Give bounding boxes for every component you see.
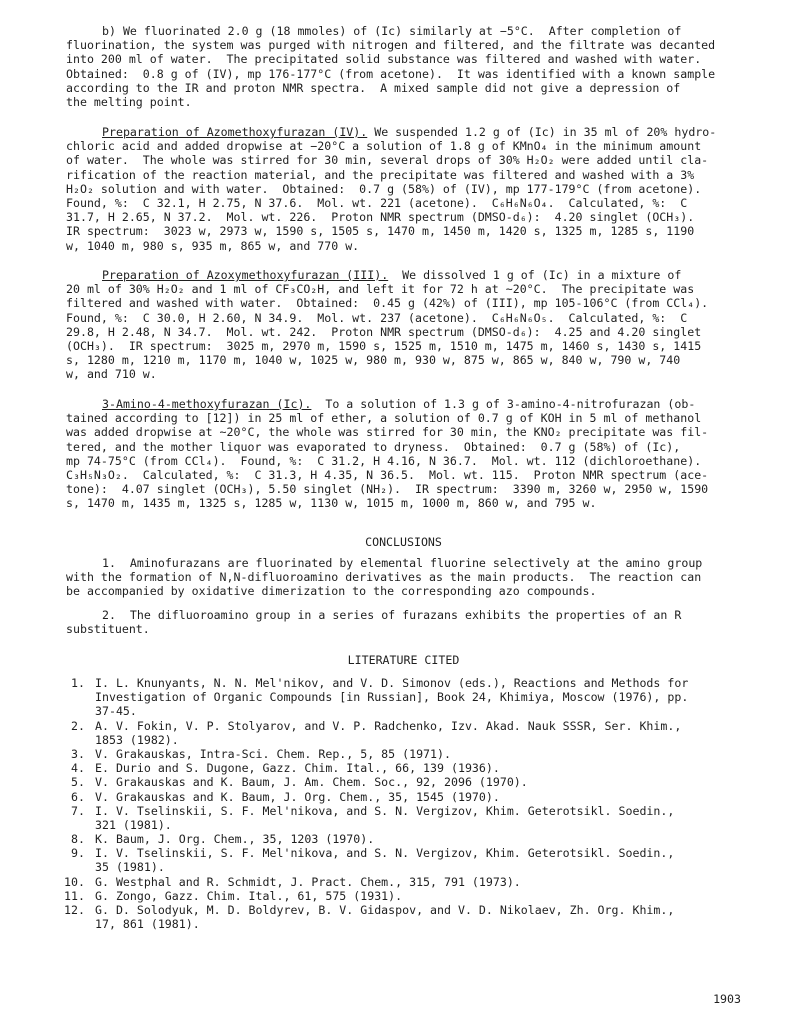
experimental-paragraph-azoxymethoxyfurazan [66, 268, 734, 382]
paragraph-line: chloric acid and added dropwise at −20°C a solution of 1.8 g of KMnO₄ in the minimum amount [66, 139, 702, 154]
reference-line: I. V. Tselinskii, S. F. Mel'nikova, and S. N. Vergizov, Khim. Geterotsikl. Soedin., [95, 803, 675, 818]
paragraph-line: filtered and washed with water. Obtained: 0.45 g (42%) of (III), mp 105-106°C (from CCl₄). [66, 296, 709, 311]
reference-line: A. V. Fokin, V. P. Stolyarov, and V. P. Radchenko, Izv. Akad. Nauk SSSR, Ser. Khim., [95, 718, 682, 733]
section-title: 3-Amino-4-methoxyfurazan (Ic). [102, 397, 312, 411]
paragraph-text: We suspended 1.2 g of (Ic) in 35 ml of 20% hydro- [367, 125, 717, 139]
paragraph-text: We dissolved 1 g of (Ic) in a mixture of [388, 268, 682, 282]
paragraph-line: Found, %: C 30.0, H 2.60, N 34.9. Mol. wt. 237 (acetone). C₆H₆N₆O₅. Calculated, %: C [66, 310, 688, 325]
reference-text [95, 775, 745, 789]
reference-text [95, 747, 745, 761]
reference-item [55, 676, 745, 719]
paragraph-line: the melting point. [66, 94, 192, 109]
conclusion-line: substituent. [66, 622, 150, 637]
reference-item [55, 903, 745, 931]
paragraph-line: 31.7, H 2.65, N 37.2. Mol. wt. 226. Proton NMR spectrum (DMSO-d₆): 4.20 singlet (OCH₃). [66, 210, 695, 225]
paragraph-line: of water. The whole was stirred for 30 min, several drops of 30% H₂O₂ were added until cla- [66, 153, 709, 168]
paragraph-line: C₃H₅N₃O₂. Calculated, %: C 31.3, H 4.35, N 36.5. Mol. wt. 115. Proton NMR spectrum (ace- [66, 467, 709, 482]
reference-line: G. Westphal and R. Schmidt, J. Pract. Chem., 315, 791 (1973). [95, 874, 521, 889]
reference-line: 37-45. [95, 704, 137, 719]
reference-line: 17, 861 (1981). [95, 917, 200, 932]
experimental-paragraph-amino-methoxyfurazan [66, 397, 734, 511]
paragraph-line: rification of the reaction material, and the precipitate was filtered and washed with a 3% [66, 167, 695, 182]
conclusion-line: 2. The difluoroamino group in a series of furazans exhibits the properties of an R [102, 608, 682, 622]
reference-line: Investigation of Organic Compounds [in Russian], Book 24, Khimiya, Moscow (1976), pp. [95, 690, 689, 705]
paragraph-text: To a solution of 1.3 g of 3-amino-4-nitrofurazan (ob- [311, 397, 696, 411]
paragraph-line: IR spectrum: 3023 w, 2973 w, 1590 s, 1505 s, 1470 m, 1450 m, 1420 s, 1325 m, 1285 s, 1190 [66, 224, 695, 239]
paragraph-line: s, 1280 m, 1210 m, 1170 m, 1040 w, 1025 w, 980 m, 930 w, 875 w, 865 w, 840 w, 790 w, 740 [66, 353, 681, 368]
reference-number: 10. [64, 874, 85, 889]
reference-text [95, 719, 745, 747]
reference-line: 321 (1981). [95, 817, 172, 832]
paragraph-line: b) We fluorinated 2.0 g (18 mmoles) of (Ic) similarly at −5°C. After completion of [102, 24, 682, 38]
reference-number: 9. [71, 846, 85, 861]
conclusion-line: 1. Aminofurazans are fluorinated by elemental fluorine selectively at the amino group [102, 556, 703, 570]
reference-number: 4. [71, 761, 85, 776]
conclusion-item-1 [66, 556, 734, 599]
paragraph-line: (OCH₃). IR spectrum: 3025 m, 2970 m, 1590 s, 1525 m, 1510 m, 1475 m, 1460 s, 1430 s, 1415 [66, 338, 702, 353]
paragraph-line: s, 1470 m, 1435 m, 1325 s, 1285 w, 1130 w, 1015 m, 1000 m, 860 w, and 795 w. [66, 496, 597, 511]
reference-item [55, 747, 745, 761]
reference-text [95, 889, 745, 903]
reference-number: 11. [64, 888, 85, 903]
reference-number: 7. [71, 803, 85, 818]
paragraph-line: tained according to [12]) in 25 ml of ether, a solution of 0.7 g of KOH in 5 ml of methanol [66, 411, 702, 426]
conclusion-item-2 [66, 608, 734, 636]
paragraph-line: tone): 4.07 singlet (OCH₃), 5.50 singlet (NH₂). IR spectrum: 3390 m, 3260 w, 2950 w, 1590 [66, 482, 709, 497]
paragraph-line: H₂O₂ solution and with water. Obtained: 0.7 g (58%) of (IV), mp 177-179°C (from acetone). [66, 181, 702, 196]
conclusion-line: with the formation of N,N-difluoroamino derivatives as the main products. The reaction can [66, 570, 702, 585]
reference-line: I. L. Knunyants, N. N. Mel'nikov, and V. D. Simonov (eds.), Reactions and Methods for [95, 676, 689, 690]
experimental-paragraph-azomethoxyfurazan [66, 125, 734, 253]
reference-number: 12. [64, 903, 85, 917]
reference-line: V. Grakauskas and K. Baum, J. Org. Chem., 35, 1545 (1970). [95, 789, 500, 804]
conclusion-line: be accompanied by oxidative dimerization to the corresponding azo compounds. [66, 584, 597, 599]
reference-line: G. Zongo, Gazz. Chim. Ital., 61, 575 (1931). [95, 888, 403, 903]
paragraph-line: w, and 710 w. [66, 367, 157, 382]
reference-item [55, 804, 745, 832]
reference-item [55, 790, 745, 804]
paragraph-first-line [66, 397, 734, 411]
paragraph-line: 29.8, H 2.48, N 34.7. Mol. wt. 242. Proton NMR spectrum (DMSO-d₆): 4.25 and 4.20 singlet [66, 324, 702, 339]
paragraph-line: according to the IR and proton NMR spectra. A mixed sample did not give a depression of [66, 80, 681, 95]
reference-line: 35 (1981). [95, 860, 165, 875]
paragraph-line: fluorination, the system was purged with nitrogen and filtered, and the filtrate was decanted [66, 38, 716, 53]
section-title: Preparation of Azoxymethoxyfurazan (III). [102, 268, 389, 282]
paragraph-line: 20 ml of 30% H₂O₂ and 1 ml of CF₃CO₂H, and left it for 72 h at ~20°C. The precipitate was [66, 282, 695, 297]
reference-number: 1. [71, 676, 85, 690]
reference-number: 2. [71, 718, 85, 733]
page-number: 1903 [713, 992, 741, 1006]
paragraph-line: Found, %: C 32.1, H 2.75, N 37.6. Mol. wt. 221 (acetone). C₆H₆N₆O₄. Calculated, %: C [66, 195, 688, 210]
reference-number: 3. [71, 746, 85, 761]
reference-text [95, 761, 745, 775]
reference-text [95, 790, 745, 804]
paragraph-line: tered, and the mother liquor was evaporated to dryness. Obtained: 0.7 g (58%) of (Ic), [66, 439, 681, 454]
reference-list [55, 676, 745, 931]
reference-item [55, 832, 745, 846]
reference-text [95, 832, 745, 846]
literature-cited-heading: LITERATURE CITED [347, 653, 460, 667]
paragraph-line: mp 74-75°C (from CCl₄). Found, %: C 31.2, H 4.16, N 36.7. Mol. wt. 112 (dichloroethane). [66, 453, 702, 468]
paragraph-first-line [66, 268, 734, 282]
reference-item [55, 875, 745, 889]
experimental-paragraph-fluorination-b [66, 24, 734, 109]
paragraph-line: w, 1040 m, 980 s, 935 m, 865 w, and 770 w. [66, 238, 360, 253]
reference-text [95, 676, 745, 719]
reference-number: 5. [71, 775, 85, 790]
reference-text [95, 903, 745, 931]
reference-item [55, 719, 745, 747]
reference-line: E. Durio and S. Dugone, Gazz. Chim. Ital., 66, 139 (1936). [95, 761, 500, 776]
reference-line: V. Grakauskas, Intra-Sci. Chem. Rep., 5, 85 (1971). [95, 746, 451, 761]
reference-line: K. Baum, J. Org. Chem., 35, 1203 (1970). [95, 832, 375, 847]
reference-line: I. V. Tselinskii, S. F. Mel'nikova, and S. N. Vergizov, Khim. Geterotsikl. Soedin., [95, 846, 675, 861]
reference-line: G. D. Solodyuk, M. D. Boldyrev, B. V. Gidaspov, and V. D. Nikolaev, Zh. Org. Khim., [95, 903, 675, 917]
reference-text [95, 846, 745, 874]
section-title: Preparation of Azomethoxyfurazan (IV). [102, 125, 368, 139]
reference-line: 1853 (1982). [95, 732, 179, 747]
reference-number: 6. [71, 789, 85, 804]
reference-number: 8. [71, 832, 85, 847]
paragraph-line: into 200 ml of water. The precipitated solid substance was filtered and washed with water. [66, 52, 702, 67]
conclusions-heading: CONCLUSIONS [365, 535, 442, 549]
reference-item [55, 846, 745, 874]
reference-text [95, 875, 745, 889]
paragraph-first-line [66, 125, 734, 139]
reference-line: V. Grakauskas and K. Baum, J. Am. Chem. Soc., 92, 2096 (1970). [95, 775, 528, 790]
reference-item [55, 761, 745, 775]
reference-item [55, 775, 745, 789]
reference-text [95, 804, 745, 832]
reference-item [55, 889, 745, 903]
paragraph-line: was added dropwise at ~20°C, the whole was stirred for 30 min, the KNO₂ precipitate was fil- [66, 425, 709, 440]
paragraph-line: Obtained: 0.8 g of (IV), mp 176-177°C (from acetone). It was identified with a known sample [66, 66, 716, 81]
